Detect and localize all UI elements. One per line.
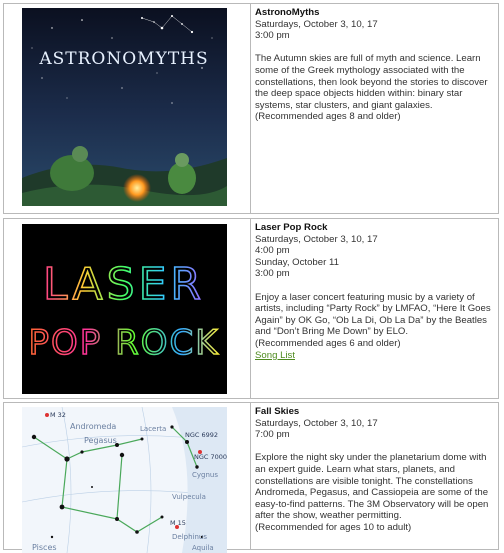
show-title: Fall Skies: [255, 406, 300, 417]
show-date: Saturdays, October 3, 10, 17: [255, 233, 378, 245]
show-image-cell: [4, 219, 251, 398]
laser-pop-rock-poster-art: [22, 224, 227, 394]
show-card-astronomyths: [3, 3, 499, 214]
song-list-link[interactable]: Song List: [255, 349, 296, 361]
map-label: Delphinus: [172, 533, 207, 541]
map-label: Pisces: [32, 543, 57, 552]
show-time: 3:00 pm: [255, 30, 290, 42]
astronomyths-poster[interactable]: [22, 8, 227, 206]
show-date: Saturdays, October 3, 10, 17: [255, 18, 378, 30]
map-label: Aquila: [192, 544, 214, 552]
map-label: Lacerta: [140, 425, 167, 433]
show-time: 3:00 pm: [255, 268, 290, 280]
map-label: NGC 6992: [185, 431, 219, 439]
map-label: M 15: [170, 519, 186, 527]
map-label: M 32: [50, 411, 66, 419]
show-description: Enjoy a laser concert featuring music by a variety of artists, including “Party Rock” by LMFAO, “Here It Goes Again” by OK Go, “Ob La Di, Ob La Da” by the Beatles and “Don’t Bring Me Down” by ELO.: [255, 291, 491, 338]
show-title: AstronoMyths: [255, 7, 320, 18]
show-card-laser-pop-rock: [3, 218, 499, 399]
map-label: Cygnus: [192, 471, 218, 479]
show-image-cell: [4, 403, 251, 552]
show-ages: (Recommended ages 8 and older): [255, 111, 401, 123]
map-label: Pegasus: [84, 436, 117, 445]
astronomyths-poster-art: [22, 8, 227, 206]
poster-title-line1: LASER: [43, 259, 205, 310]
show-title: Laser Pop Rock: [255, 222, 328, 233]
show-description: The Autumn skies are full of myth and science. Learn some of the Greek mythology associated with the constellations, then look beyond the stories to discover the deep space objects hidden within: binary star systems, star clusters, and giant galaxies.: [255, 53, 488, 111]
show-date: Sunday, October 11: [255, 256, 339, 268]
show-description: Explore the night sky under the planetarium dome with an expert guide. Learn what stars, planets, and constellations are visible tonight. The constellations Andromeda, Pegasus, and Cassiopeia are some of the easy-to-find patterns. The 3M Observatory will be open after the show, weather permitting.: [255, 452, 489, 522]
show-info: [255, 406, 494, 534]
map-label: Vulpecula: [172, 493, 206, 501]
laser-pop-rock-poster[interactable]: [22, 224, 227, 394]
show-info: [255, 222, 494, 361]
fall-skies-star-chart[interactable]: [22, 407, 227, 553]
show-date: Saturdays, October 3, 10, 17: [255, 417, 378, 429]
show-ages: (Recommended for ages 10 to adult): [255, 521, 412, 533]
map-label: Andromeda: [70, 422, 117, 431]
map-label: NGC 7000: [194, 453, 227, 461]
poster-title-line2: POP ROCK: [28, 323, 220, 363]
show-ages: (Recommended ages 6 and older): [255, 337, 401, 349]
show-time: 7:00 pm: [255, 429, 290, 441]
poster-title: ASTRONOMYTHS: [39, 49, 209, 69]
show-time: 4:00 pm: [255, 245, 290, 257]
show-card-fall-skies: [3, 402, 499, 550]
campfire: [123, 174, 151, 202]
star-chart-art: [22, 407, 227, 553]
show-image-cell: [4, 4, 251, 213]
show-info: [255, 7, 494, 123]
